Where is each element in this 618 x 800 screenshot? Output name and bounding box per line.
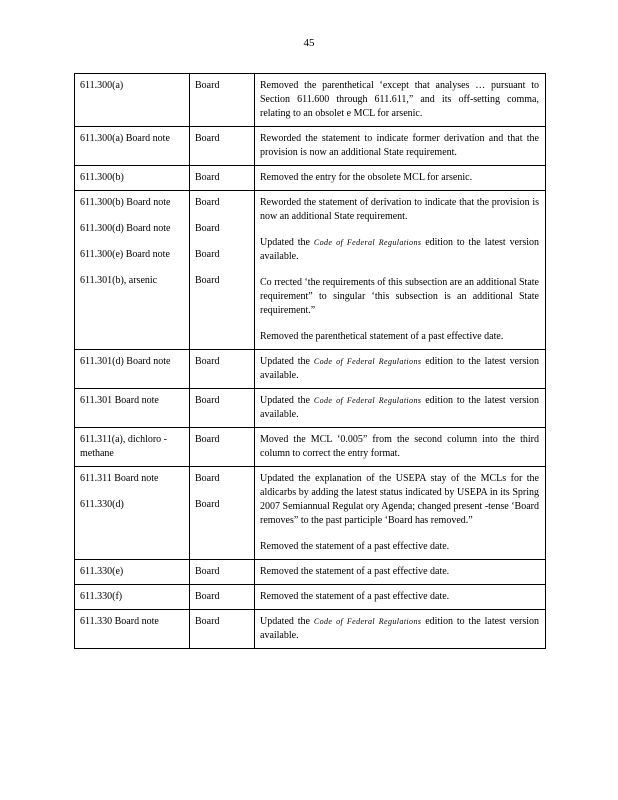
description-text	[260, 394, 539, 422]
description-cell	[255, 560, 546, 585]
source-label: Board	[195, 275, 220, 286]
cfr-title: Code of Federal Regulations	[313, 238, 422, 247]
table-row	[75, 166, 546, 191]
description-cell	[255, 191, 546, 350]
source-label: Board	[195, 591, 220, 602]
table-row	[75, 127, 546, 166]
source-label: Board	[195, 356, 220, 367]
source-label: Board	[195, 473, 220, 484]
cfr-title: Code of Federal Regulations	[313, 617, 422, 626]
section-label: 611.300(e) Board note	[80, 249, 170, 260]
section-label: 611.330(d)	[80, 499, 124, 510]
source-label: Board	[195, 172, 220, 183]
description-text	[260, 171, 539, 185]
description-cell	[255, 389, 546, 428]
description-segment: edition to the latest version available.	[260, 616, 540, 641]
source-label: Board	[195, 80, 220, 91]
description-cell	[255, 166, 546, 191]
description-segment: Updated the	[260, 237, 314, 248]
table-row	[75, 74, 546, 127]
description-cell	[255, 610, 546, 649]
section-label: 611.300(a) Board note	[80, 133, 170, 144]
source-label: Board	[195, 133, 220, 144]
table-row	[75, 191, 546, 350]
section-cell	[75, 610, 190, 649]
section-cell	[75, 191, 190, 350]
section-label: 611.300(b) Board note	[80, 197, 171, 208]
description-text	[260, 433, 539, 461]
description-text	[260, 540, 539, 554]
section-label: 611.301(b), arsenic	[80, 275, 158, 286]
description-segment: Updated the	[260, 616, 314, 627]
section-cell	[75, 467, 190, 560]
source-label: Board	[195, 434, 220, 445]
description-text	[260, 79, 539, 121]
table-row	[75, 585, 546, 610]
description-segment: Removed the statement of a past effective date.	[260, 541, 450, 552]
description-segment: Removed the parenthetical ‘except that analyses … pursuant to Section 611.600 through 611.611,” and its off-setting comma, relating to an obsolet e MCL for arsenic.	[260, 80, 539, 119]
source-cell	[190, 350, 255, 389]
page-number: 45	[303, 37, 315, 49]
source-cell	[190, 610, 255, 649]
description-text	[260, 590, 539, 604]
description-text	[260, 615, 539, 643]
description-cell	[255, 74, 546, 127]
source-cell	[190, 585, 255, 610]
source-cell	[190, 127, 255, 166]
description-text	[260, 196, 539, 224]
table-body	[75, 74, 546, 649]
section-label: 611.301(d) Board note	[80, 356, 171, 367]
description-segment: edition to the latest version available.	[260, 356, 540, 381]
table-row	[75, 350, 546, 389]
description-segment: Removed the entry for the obsolete MCL for arsenic.	[260, 172, 473, 183]
table-row	[75, 428, 546, 467]
source-cell	[190, 560, 255, 585]
description-segment: Updated the	[260, 356, 314, 367]
source-label: Board	[195, 499, 220, 510]
source-cell	[190, 428, 255, 467]
section-cell	[75, 389, 190, 428]
section-cell	[75, 428, 190, 467]
description-segment: Reworded the statement to indicate former derivation and that the provision is now an additional State requirement.	[260, 133, 539, 158]
section-label: 611.300(b)	[80, 172, 124, 183]
amendments-table	[74, 73, 546, 649]
table-row	[75, 610, 546, 649]
section-cell	[75, 350, 190, 389]
section-cell	[75, 585, 190, 610]
description-cell	[255, 467, 546, 560]
description-segment: Moved the MCL ‘0.005” from the second column into the third column to correct the entry format.	[260, 434, 539, 459]
description-segment: Removed the parenthetical statement of a past effective date.	[260, 331, 504, 342]
description-cell	[255, 350, 546, 389]
description-text	[260, 276, 539, 318]
source-cell	[190, 191, 255, 350]
cfr-title: Code of Federal Regulations	[313, 357, 422, 366]
table-row	[75, 560, 546, 585]
section-label: 611.311(a), dichloro - methane	[80, 434, 168, 459]
description-segment: Removed the statement of a past effective date.	[260, 566, 450, 577]
source-cell	[190, 389, 255, 428]
description-segment: Reworded the statement of derivation to indicate that the provision is now an additional State requirement.	[260, 197, 539, 222]
source-label: Board	[195, 197, 220, 208]
section-cell	[75, 127, 190, 166]
source-cell	[190, 467, 255, 560]
section-cell	[75, 560, 190, 585]
source-cell	[190, 166, 255, 191]
description-segment: edition to the latest version available.	[260, 237, 540, 262]
description-cell	[255, 127, 546, 166]
source-label: Board	[195, 566, 220, 577]
description-text	[260, 355, 539, 383]
description-text	[260, 565, 539, 579]
description-text	[260, 330, 539, 344]
section-label: 611.300(d) Board note	[80, 223, 171, 234]
description-segment: Updated the explanation of the USEPA stay of the MCLs for the aldicarbs by adding the latest status indicated by USEPA in its Spring 2007 Semiannual Regulat ory Agenda; changed present -tense ‘Board removes” to the past participle ‘Board has removed.”	[260, 473, 539, 526]
description-text	[260, 132, 539, 160]
section-label: 611.301 Board note	[80, 395, 159, 406]
section-label: 611.300(a)	[80, 80, 124, 91]
source-label: Board	[195, 395, 220, 406]
section-cell	[75, 74, 190, 127]
cfr-title: Code of Federal Regulations	[313, 396, 422, 405]
section-label: 611.330(f)	[80, 591, 123, 602]
section-cell	[75, 166, 190, 191]
description-text	[260, 236, 539, 264]
section-label: 611.330(e)	[80, 566, 124, 577]
description-segment: Removed the statement of a past effective date.	[260, 591, 450, 602]
source-label: Board	[195, 223, 220, 234]
section-label: 611.311 Board note	[80, 473, 159, 484]
description-cell	[255, 585, 546, 610]
source-label: Board	[195, 249, 220, 260]
source-cell	[190, 74, 255, 127]
description-text	[260, 472, 539, 528]
description-cell	[255, 428, 546, 467]
table-row	[75, 467, 546, 560]
description-segment: edition to the latest version available.	[260, 395, 540, 420]
section-label: 611.330 Board note	[80, 616, 159, 627]
description-segment: Updated the	[260, 395, 314, 406]
table-row	[75, 389, 546, 428]
source-label: Board	[195, 616, 220, 627]
description-segment: Co rrected ‘the requirements of this subsection are an additional State requirement” to singular ‘this subsection is an additional State requirement.”	[260, 277, 539, 316]
